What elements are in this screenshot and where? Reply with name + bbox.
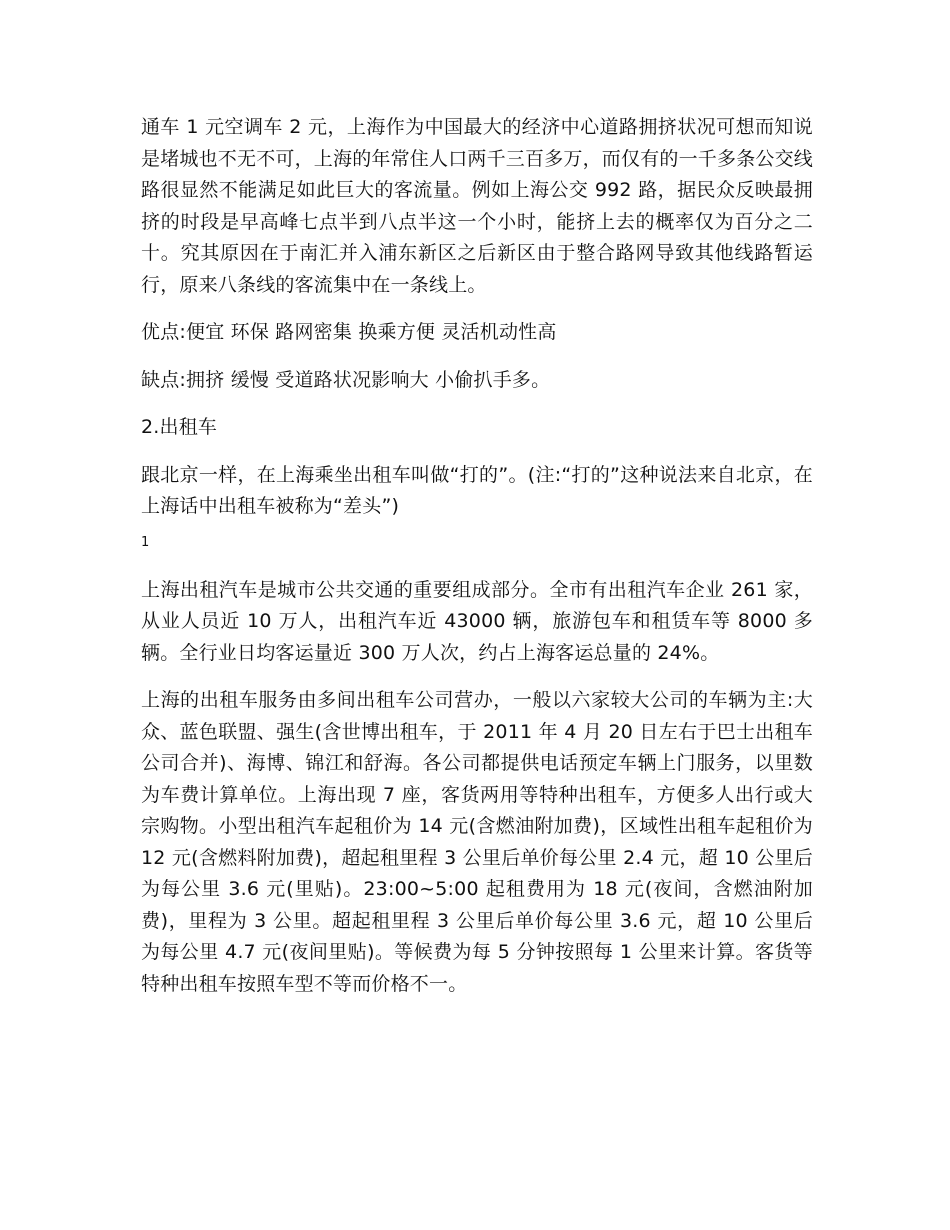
bus-congestion-paragraph: 通车 1 元空调车 2 元，上海作为中国最大的经济中心道路拥挤状况可想而知说是堵城也不无不可，上海的年常住人口两千三百多万，而仅有的一千多条公交线路很显然不能满足如此巨大的客流量。例如上海公交 992 路，据民众反映最拥挤的时段是早高峰七点半到八点半这一个小时，能挤上去的概率仅为百分之二十。究其原因在于南汇并入浦东新区之后新区由于整合路网导致其他线路暂运行，原来八条线的客流集中在一条线上。 [141,116,814,296]
taxi-stats-paragraph: 上海出租汽车是城市公共交通的重要组成部分。全市有出租汽车企业 261 家，从业人员近 10 万人，出租汽车近 43000 辆，旅游包车和租赁车等 8000 多辆。全行业日均客运量近 300 万人次，约占上海客运总量的 24%。 [141,578,813,664]
taxi-service-paragraph: 上海的出租车服务由多间出租车公司营办，一般以六家较大公司的车辆为主:大众、蓝色联盟、强生(含世博出租车，于 2011 年 4 月 20 日左右于巴士出租车公司合并)、海博、锦江和舒海。各公司都提供电话预定车辆上门服务，以里数为车费计算单位。上海出现 7 座，客货两用等特种出租车，方便多人出行或大宗购物。小型出租汽车起租价为 14 元(含燃油附加费)，区域性出租车起租价为 12 元(含燃料附加费)，超起租里程 3 公里后单价每公里 2.4 元，超 10 公里后为每公里 3.6 元(里贴)。23:00~5:00 起租费用为 18 元(夜间，含燃油附加费)，里程为 3 公里。超起租里程 3 公里后单价每公里 3.6 元，超 10 公里后为每公里 4.7 元(夜间里贴)。等候费为每 5 分钟按照每 1 公里来计算。客货等特种出租车按照车型不等而价格不一。 [141,689,813,995]
document-page [141,112,813,1000]
taxi-intro-paragraph: 跟北京一样，在上海乘坐出租车叫做“打的”。(注:“打的”这种说法来自北京，在上海话中出租车被称为“差头”) [141,463,813,517]
taxi-section-heading: 2.出租车 [141,416,218,438]
bus-cons-line: 缺点:拥挤 缓慢 受道路状况影响大 小偷扒手多。 [141,368,551,391]
page-number: 1 [141,534,150,550]
bus-pros-line: 优点:便宜 环保 路网密集 换乘方便 灵活机动性高 [141,321,557,343]
